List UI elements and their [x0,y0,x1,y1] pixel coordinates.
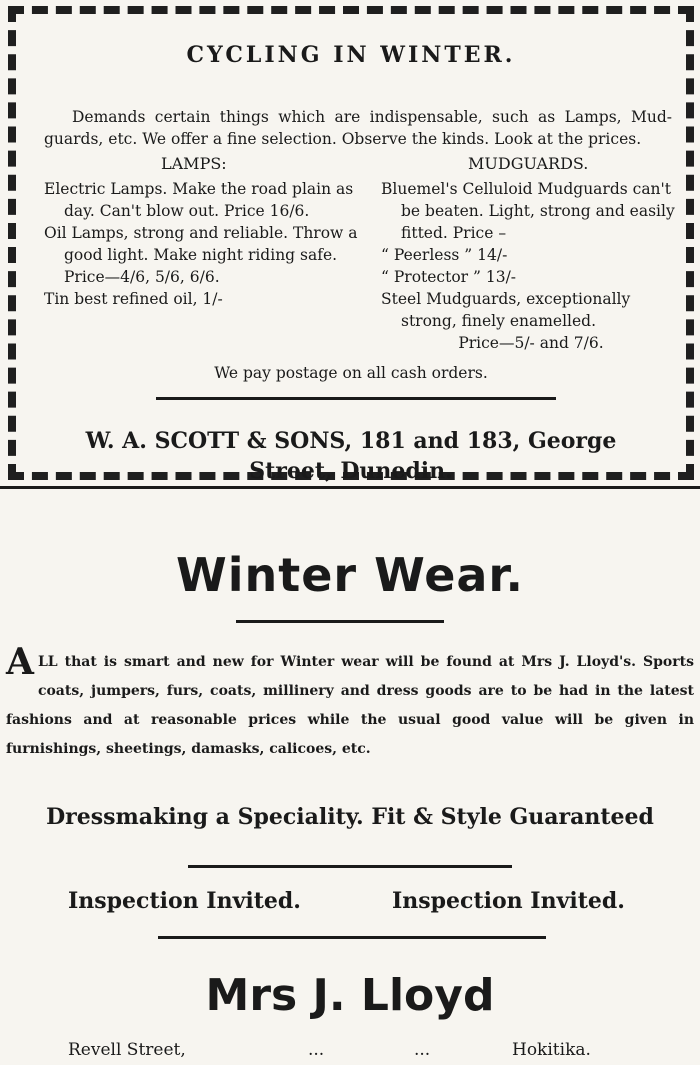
lamps-heading: LAMPS: [161,154,227,173]
lamp-item-electric: Electric Lamps. Make the road plain as day. Can't blow out. Price 16/6. [44,180,354,220]
winter-wear-heading: Winter Wear. [175,548,525,602]
proprietor-name: Mrs J. Lloyd [205,970,495,1021]
lamp-item-tin-oil: Tin best refined oil, 1/- [44,290,223,308]
cycling-advertisement [8,6,694,484]
column-divider [0,486,700,489]
mudguards-heading: MUDGUARDS. [468,154,589,173]
firm-name [16,426,686,486]
firm-line-2: Street, Dunedin. [249,458,453,484]
winter-body-text: LL that is smart and new for Winter wear will be found at Mrs J. Lloyd's. Sports coats, jumpers, furs, coats, millinery and dress goods are to be had in the latest fashions and at reasonable prices while the usual good value will be given in furnishings, sheetings, damasks, calicoes, etc. [6,654,694,757]
dressmaking-tagline: Dressmaking a Speciality. Fit & Style Guaranteed [46,804,654,830]
lamps-column [44,178,362,310]
inspection-invited-right: Inspection Invited. [392,888,625,914]
lamp-item-oil: Oil Lamps, strong and reliable. Throw a good light. Make night riding safe. Price—4/6, 5/6, 6/6. [44,224,358,286]
winter-wear-body [6,641,694,764]
address-dots-2: ... [414,1040,431,1060]
mudguard-item-steel-price: Price—5/- and 7/6. [458,334,604,352]
postage-note: We pay postage on all cash orders. [214,364,488,382]
address-dots-1: ... [308,1040,325,1060]
winter-rule-2 [188,865,512,868]
winter-rule-3 [158,936,546,939]
drop-cap: A [6,641,34,683]
inspection-invited-left: Inspection Invited. [68,888,301,914]
mudguards-column [381,178,681,354]
winter-rule-1 [236,620,444,623]
mudguard-item-steel: Steel Mudguards, exceptionally strong, finely enamelled. [381,290,631,330]
mudguard-item-protector: “ Protector ” 13/- [381,268,517,286]
cycling-title: CYCLING IN WINTER. [186,42,516,68]
cycling-intro: Demands certain things which are indispensable, such as Lamps, Mud-guards, etc. We offer a fine selection. Observe the kinds. Look at the prices. [44,108,672,148]
address-street: Revell Street, [68,1040,186,1060]
cycling-rule [156,397,556,400]
address-town: Hokitika. [512,1040,591,1060]
mudguard-item-bluemel: Bluemel's Celluloid Mudguards can't be beaten. Light, strong and easily fitted. Price – [381,180,675,242]
mudguard-item-peerless: “ Peerless ” 14/- [381,246,508,264]
firm-line-1: W. A. SCOTT & SONS, 181 and 183, George [85,428,617,454]
